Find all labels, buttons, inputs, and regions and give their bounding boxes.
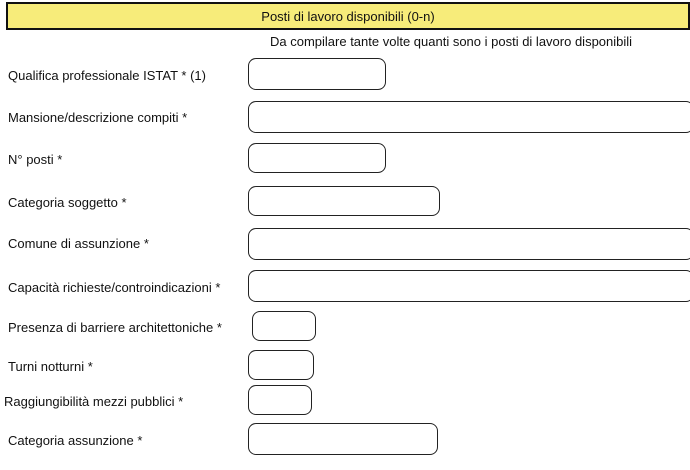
section-title: Posti di lavoro disponibili (0-n) <box>261 8 435 24</box>
input-qualifica-istat[interactable] <box>248 58 386 90</box>
label-mansione: Mansione/descrizione compiti * <box>8 110 188 125</box>
label-n-posti: N° posti * <box>8 152 63 167</box>
input-turni-notturni[interactable] <box>248 350 314 380</box>
input-categoria-soggetto[interactable] <box>248 186 440 216</box>
label-qualifica-istat: Qualifica professionale ISTAT * (1) <box>8 68 206 83</box>
input-n-posti[interactable] <box>248 143 386 173</box>
label-barriere-architettoniche: Presenza di barriere architettoniche * <box>8 320 222 335</box>
label-mezzi-pubblici: Raggiungibilità mezzi pubblici * <box>4 394 184 409</box>
label-capacita-richieste: Capacità richieste/controindicazioni * <box>8 280 221 295</box>
label-categoria-soggetto: Categoria soggetto * <box>8 195 127 210</box>
input-comune-assunzione[interactable] <box>248 228 690 260</box>
input-mezzi-pubblici[interactable] <box>248 385 312 415</box>
input-capacita-richieste[interactable] <box>248 270 690 302</box>
input-barriere-architettoniche[interactable] <box>252 311 316 341</box>
input-mansione[interactable] <box>248 101 690 133</box>
section-subtitle: Da compilare tante volte quanti sono i posti di lavoro disponibili <box>270 34 633 49</box>
input-categoria-assunzione[interactable] <box>248 423 438 455</box>
label-turni-notturni: Turni notturni * <box>8 359 93 374</box>
label-categoria-assunzione: Categoria assunzione * <box>8 433 143 448</box>
section-header <box>6 2 690 30</box>
label-comune-assunzione: Comune di assunzione * <box>8 236 149 251</box>
